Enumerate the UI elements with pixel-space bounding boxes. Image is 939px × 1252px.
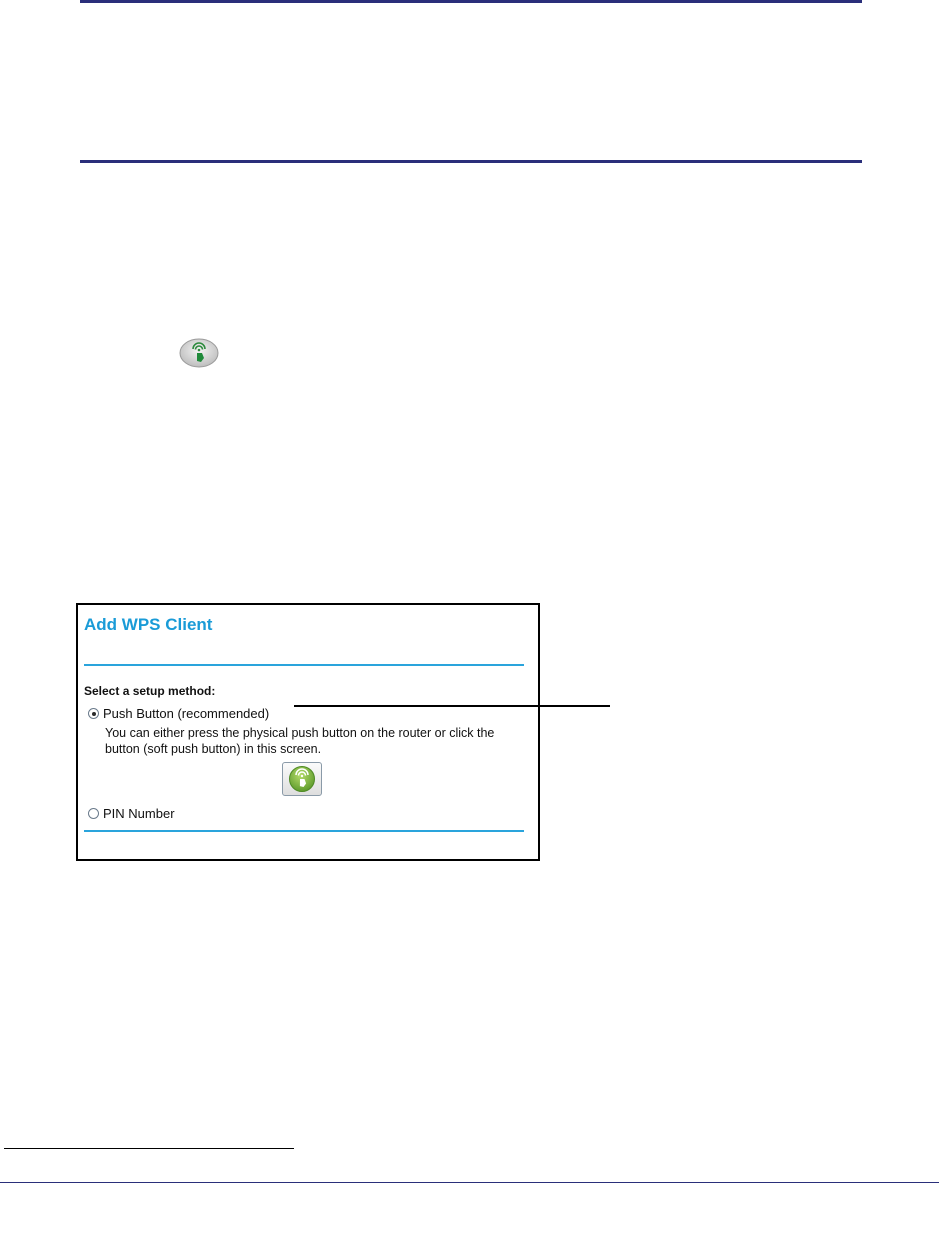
footnote-rule [4,1148,294,1149]
wps-wireless-icon [179,338,219,368]
pin-number-option-label: PIN Number [103,806,175,821]
panel-divider-bottom [84,830,524,832]
push-button-option[interactable] [88,706,269,721]
setup-method-label: Select a setup method: [84,684,216,698]
pin-number-option[interactable] [88,806,175,821]
add-wps-client-panel [76,603,540,861]
callout-line [294,705,610,707]
push-button-radio[interactable] [88,708,99,719]
header-rule-bottom [80,160,862,163]
wps-wireless-icon [287,765,317,793]
push-button-description: You can either press the physical push button on the router or click the button (soft push button) in this screen. [105,726,495,756]
pin-number-radio[interactable] [88,808,99,819]
push-button-option-label: Push Button (recommended) [103,706,270,721]
panel-title: Add WPS Client [84,615,213,634]
panel-divider [84,664,524,666]
footer-rule [0,1182,939,1183]
header-rule-top [80,0,862,3]
soft-push-button[interactable] [282,762,322,796]
